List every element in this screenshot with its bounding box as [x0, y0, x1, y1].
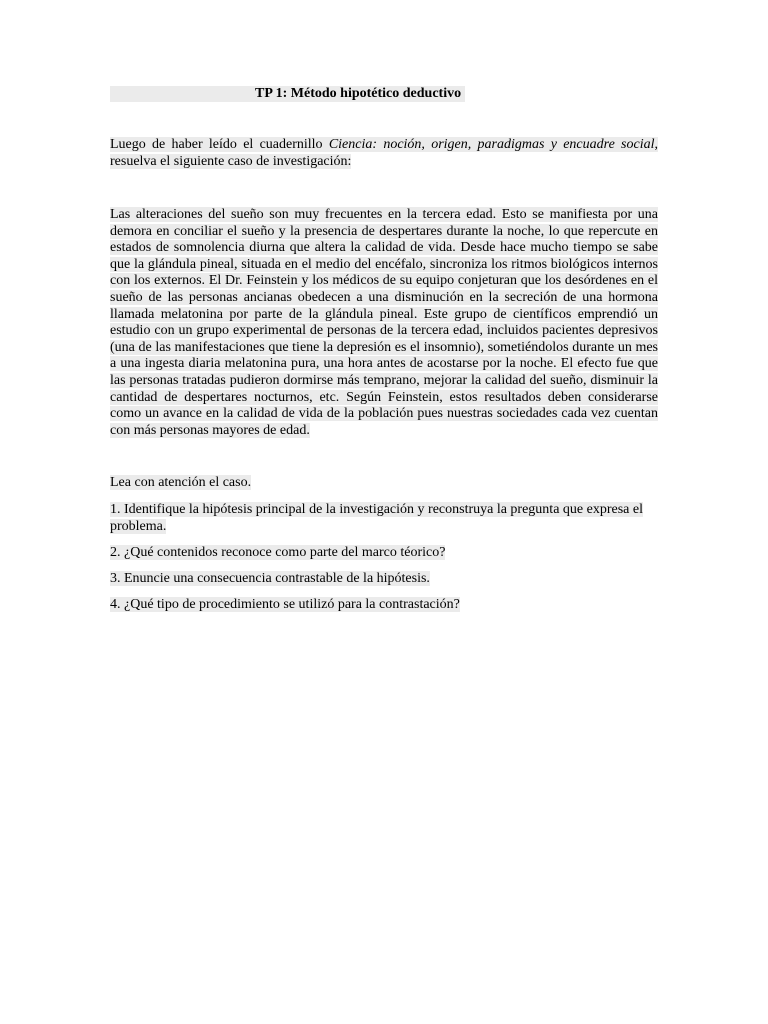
- question-1-text: 1. Identifique la hipótesis principal de la investigación y reconstruya la pregunta que expresa el problema.: [110, 502, 643, 534]
- intro-text-before: Luego de haber leído el cuadernillo: [110, 137, 329, 152]
- question-4-text: 4. ¿Qué tipo de procedimiento se utilizó para la contrastación?: [110, 597, 460, 612]
- instruction-text: Lea con atención el caso.: [110, 475, 252, 490]
- question-1: [110, 502, 658, 535]
- instruction-line: [110, 475, 658, 492]
- question-2-text: 2. ¿Qué contenidos reconoce como parte del marco téorico?: [110, 545, 446, 560]
- question-3: [110, 571, 658, 588]
- question-2: [110, 545, 658, 562]
- case-text: Las alteraciones del sueño son muy frecuentes en la tercera edad. Esto se manifiesta por una demora en conciliar el sueño y la presencia de despertares durante la noche, lo que repercute en estados de somnolencia diurna que altera la calidad de vida. Desde hace mucho tiempo se sabe que la glándula pineal, situada en el medio del encéfalo, sincroniza los ritmos biológicos internos con los externos. El Dr. Feinstein y los médicos de su equipo conjeturan que los desórdenes en el sueño de las personas ancianas obedecen a una disminución en la secreción de una hormona llamada melatonina por parte de la glándula pineal. Este grupo de científicos emprendió un estudio con un grupo experimental de personas de la tercera edad, incluidos pacientes depresivos (una de las manifestaciones que tiene la depresión es el insomnio), sometiéndolos durante un mes a una ingesta diaria melatonina pura, una hora antes de acostarse por la noche. El efecto fue que las personas tratadas pudieron dormirse más temprano, mejorar la calidad del sueño, disminuir la cantidad de despertares nocturnos, etc. Según Feinstein, estos resultados deben considerarse como un avance en la calidad de vida de la población pues nuestras sociedades cada vez cuentan con más personas mayores de edad.: [110, 207, 658, 438]
- intro-text-after: , resuelva el siguiente caso de investigación:: [110, 137, 658, 169]
- question-3-text: 3. Enuncie una consecuencia contrastable de la hipótesis.: [110, 571, 430, 586]
- question-4: [110, 597, 658, 614]
- document-title: TP 1: Método hipotético deductivo: [255, 86, 462, 101]
- case-paragraph: [110, 207, 658, 439]
- intro-book-title: Ciencia: noción, origen, paradigmas y encuadre social: [328, 137, 655, 152]
- intro-paragraph: [110, 137, 658, 170]
